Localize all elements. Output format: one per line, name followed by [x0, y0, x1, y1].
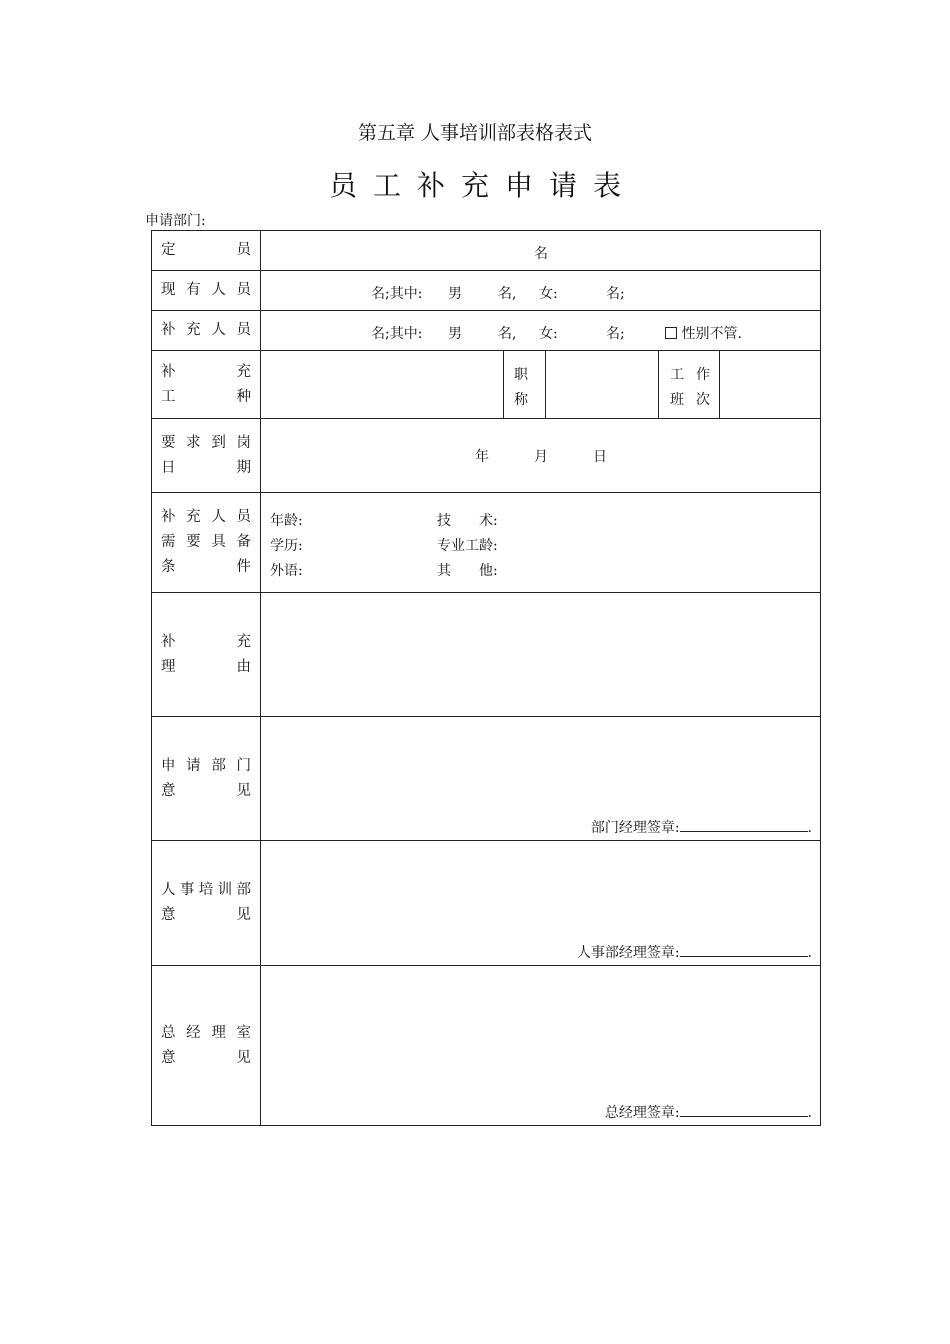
hr-opinion-field[interactable]	[261, 841, 820, 965]
label-gm-opinion: 总经理室 意见	[152, 966, 261, 1125]
hr-manager-signature[interactable]: 人事部经理签章: .	[576, 945, 812, 961]
label-supplement-staff: 补充人员	[152, 311, 261, 350]
dept-opinion-field[interactable]	[261, 717, 820, 840]
applying-department-label: 申请部门:	[145, 213, 206, 229]
language-label: 外语:	[270, 563, 303, 579]
hr-manager-signature-label: 人事部经理签章:	[576, 945, 680, 961]
row-supplement-staff	[151, 310, 821, 350]
row-reason	[151, 592, 821, 716]
supplement-staff-field[interactable]	[261, 311, 820, 350]
label-dept-opinion: 申请部门 意见	[152, 717, 261, 840]
label-job-type: 补充 工种	[152, 351, 261, 418]
current-female-unit: 名;	[606, 286, 625, 302]
gm-signature[interactable]: 总经理签章: .	[604, 1105, 812, 1121]
label-reason: 补充 理由	[152, 593, 261, 716]
job-title-label-1: 职	[514, 367, 528, 383]
quota-field[interactable]	[261, 231, 820, 270]
shift-label-2: 班次	[670, 392, 722, 408]
day-label: 日	[593, 449, 607, 465]
quota-unit: 名	[534, 246, 548, 262]
current-male-unit: 名,	[498, 286, 517, 302]
gm-signature-label: 总经理签章:	[604, 1105, 680, 1121]
row-requirements	[151, 492, 821, 592]
supplement-male-unit: 名,	[498, 326, 517, 342]
row-current-staff	[151, 270, 821, 310]
arrival-date-field[interactable]	[261, 419, 820, 492]
chapter-heading: 第五章 人事培训部表格表式	[357, 122, 593, 144]
current-male-label: 男	[448, 286, 462, 302]
row-quota	[151, 230, 821, 270]
supplement-total-unit: 名;其中:	[371, 326, 423, 342]
row-arrival-date	[151, 418, 821, 492]
row-gm-opinion	[151, 965, 821, 1126]
requirements-field[interactable]	[261, 493, 820, 592]
row-dept-opinion	[151, 716, 821, 840]
reason-field[interactable]	[261, 593, 820, 716]
current-total-unit: 名;其中:	[371, 286, 423, 302]
dept-manager-signature[interactable]: 部门经理签章: .	[590, 820, 812, 836]
label-quota: 定员	[152, 231, 261, 270]
gm-opinion-field[interactable]	[261, 966, 820, 1125]
month-label: 月	[534, 449, 548, 465]
gender-any-checkbox[interactable]	[665, 327, 677, 339]
label-hr-opinion: 人事培训部 意见	[152, 841, 261, 965]
label-current-staff: 现有人员	[152, 271, 261, 310]
gender-any-option[interactable]	[665, 323, 742, 343]
skill-label: 技 术:	[437, 513, 498, 529]
form-title: 员工补充申请表	[328, 169, 637, 202]
supplement-female-unit: 名;	[606, 326, 625, 342]
year-label: 年	[475, 449, 489, 465]
education-label: 学历:	[270, 538, 303, 554]
application-form-table	[151, 230, 821, 1126]
shift-label-1: 工作	[670, 367, 722, 383]
row-job-type	[151, 350, 821, 418]
job-title-label-2: 称	[514, 392, 528, 408]
current-staff-field[interactable]	[261, 271, 820, 310]
label-arrival-date: 要求到岗 日期	[152, 419, 261, 492]
job-type-field[interactable]	[261, 351, 820, 418]
label-requirements: 补充人员 需要具备 条件	[152, 493, 261, 592]
row-hr-opinion	[151, 840, 821, 965]
other-label: 其 他:	[437, 563, 498, 579]
current-female-label: 女:	[539, 286, 558, 302]
supplement-female-label: 女:	[539, 326, 558, 342]
gender-any-label: 性别不管.	[681, 326, 742, 342]
seniority-label: 专业工龄:	[437, 538, 498, 554]
supplement-male-label: 男	[448, 326, 462, 342]
age-label: 年龄:	[270, 513, 303, 529]
dept-manager-signature-label: 部门经理签章:	[590, 820, 680, 836]
